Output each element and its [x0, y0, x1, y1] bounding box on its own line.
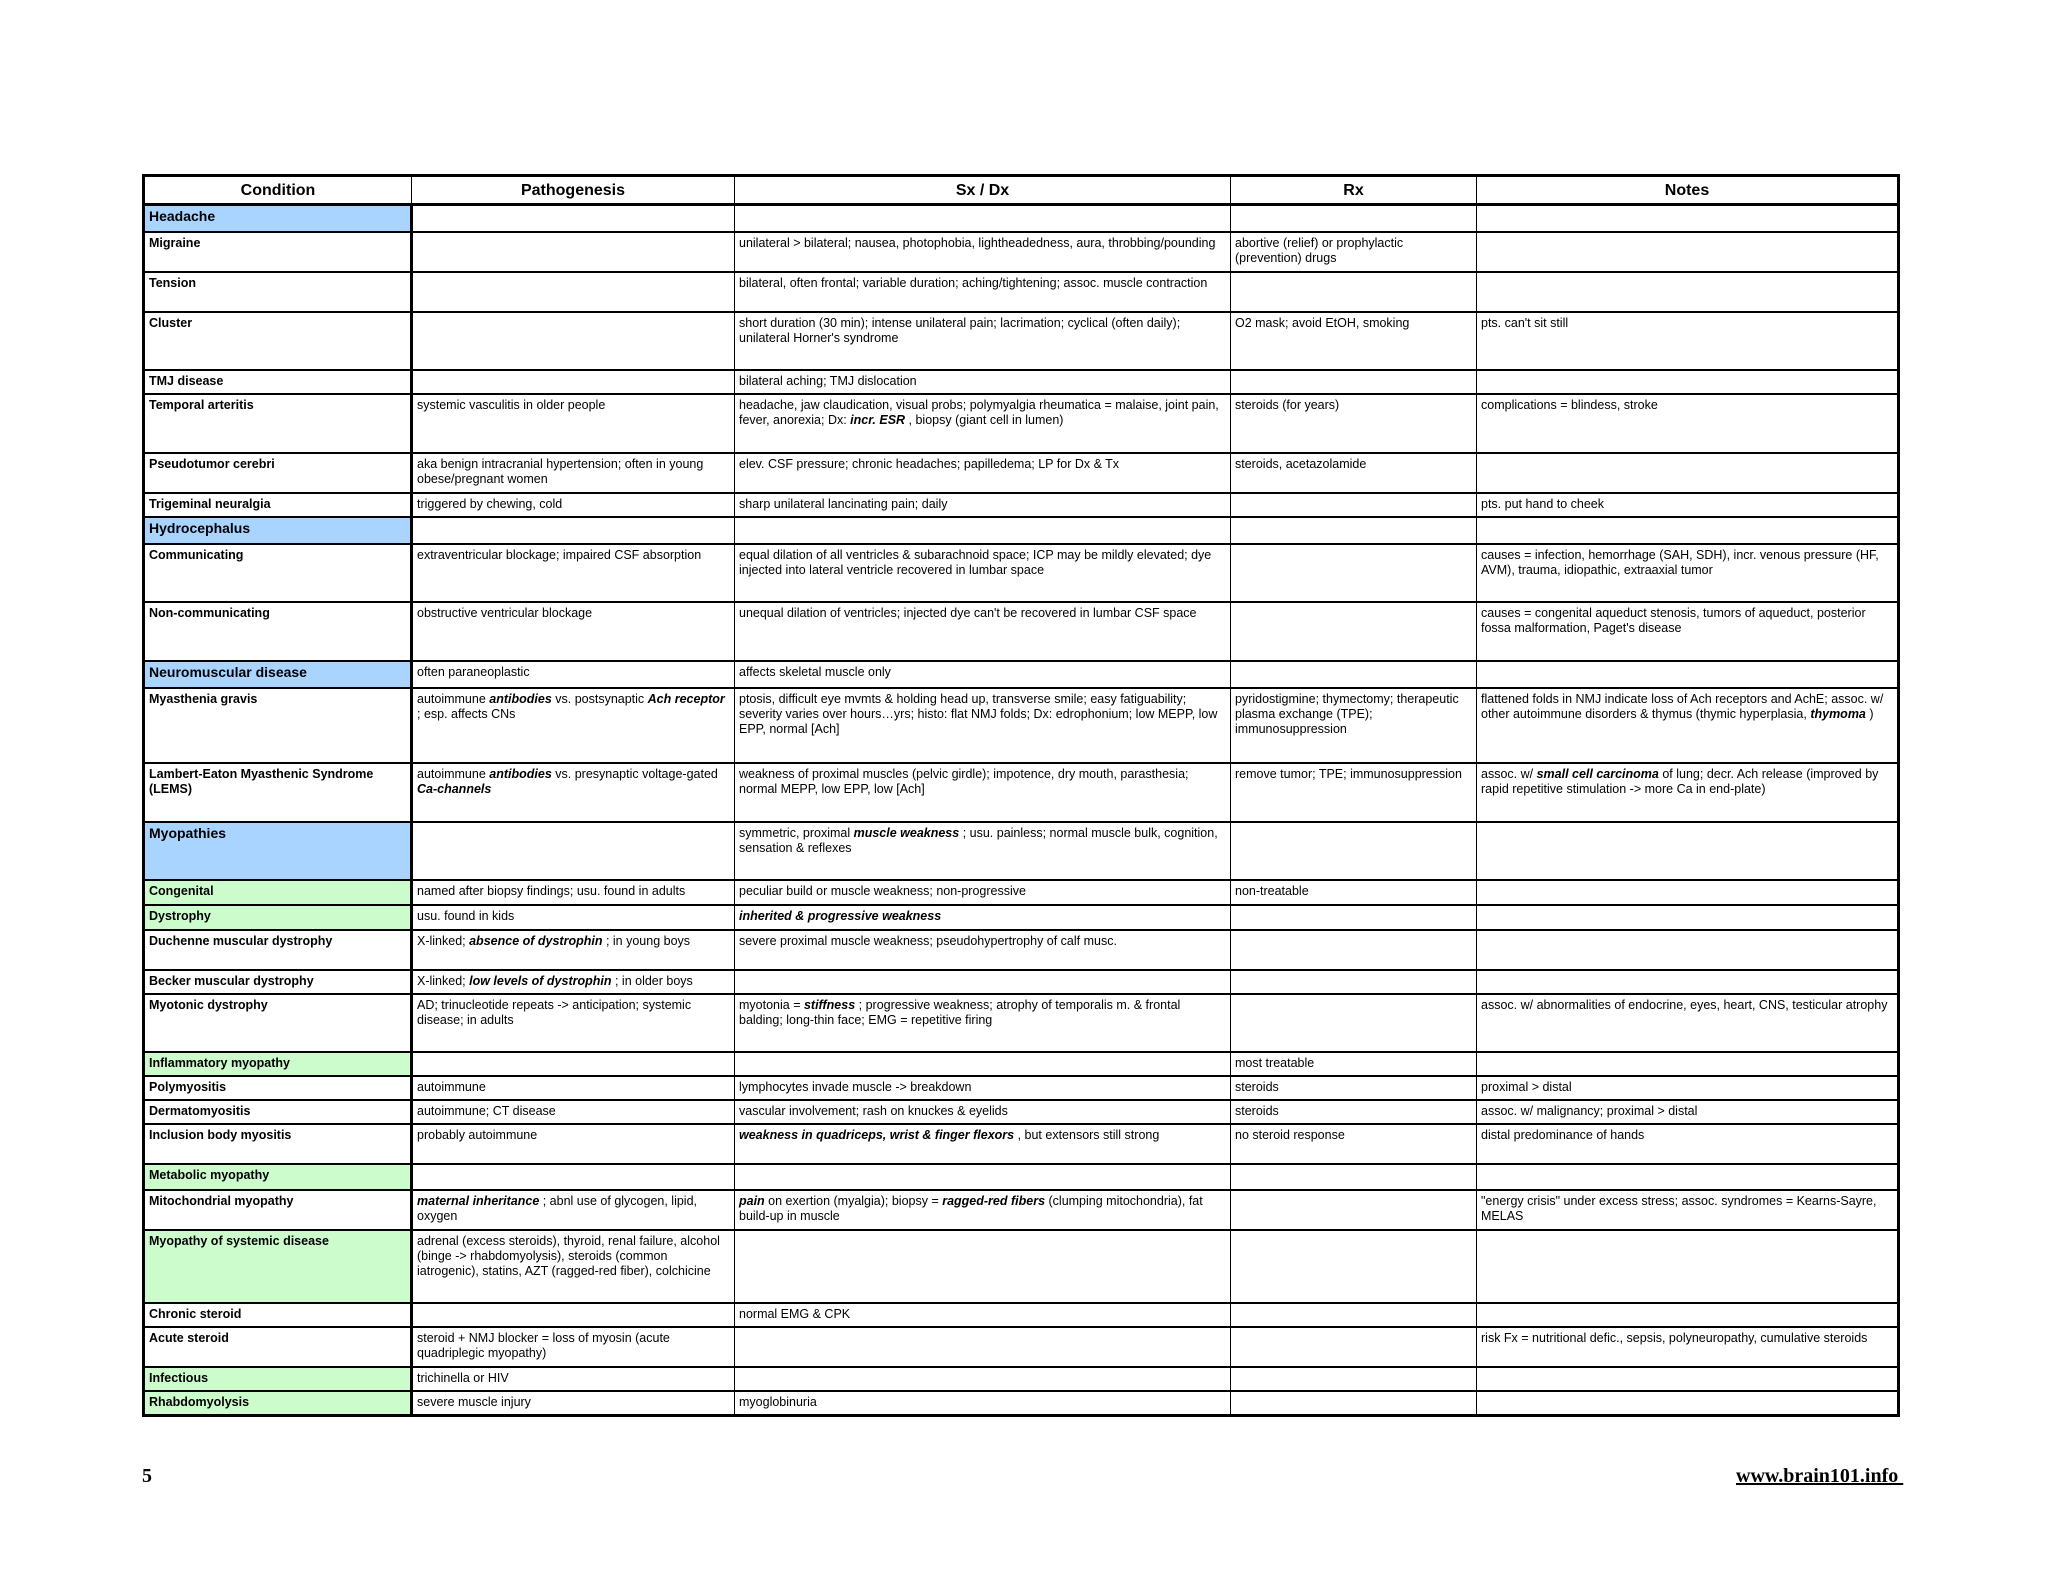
pathogenesis-cell: steroid + NMJ blocker = loss of myosin (acute quadriplegic myopathy)	[412, 1327, 735, 1367]
pathogenesis-cell: AD; trinucleotide repeats -> anticipation; systemic disease; in adults	[412, 994, 735, 1052]
rx-cell: pyridostigmine; thymectomy; therapeutic plasma exchange (TPE); immunosuppression	[1231, 688, 1477, 763]
notes-cell	[1477, 970, 1899, 994]
pathogenesis-cell: adrenal (excess steroids), thyroid, renal failure, alcohol (binge -> rhabdomyolysis), steroids (common iatrogenic), statins, AZT (ragged-red fiber), colchicine	[412, 1230, 735, 1303]
rx-cell	[1231, 661, 1477, 688]
sx-dx-cell: severe proximal muscle weakness; pseudohypertrophy of calf musc.	[735, 930, 1231, 970]
condition-cell: Metabolic myopathy	[144, 1164, 412, 1190]
sx-dx-cell: weakness in quadriceps, wrist & finger flexors , but extensors still strong	[735, 1124, 1231, 1164]
condition-cell: Chronic steroid	[144, 1303, 412, 1327]
rx-cell: steroids (for years)	[1231, 394, 1477, 453]
sx-dx-cell	[735, 517, 1231, 544]
notes-cell: assoc. w/ small cell carcinoma of lung; decr. Ach release (improved by rapid repetitive stimulation -> more Ca in end-plate)	[1477, 763, 1899, 822]
sx-dx-cell	[735, 205, 1231, 232]
sx-dx-cell	[735, 970, 1231, 994]
rx-cell: non-treatable	[1231, 880, 1477, 905]
pathogenesis-cell: extraventricular blockage; impaired CSF absorption	[412, 544, 735, 602]
notes-cell	[1477, 661, 1899, 688]
rx-cell	[1231, 1391, 1477, 1416]
condition-cell: Hydrocephalus	[144, 517, 412, 544]
pathogenesis-cell	[412, 1052, 735, 1076]
section-row	[144, 905, 1899, 930]
rx-cell	[1231, 822, 1477, 880]
notes-cell: complications = blindess, stroke	[1477, 394, 1899, 453]
notes-cell	[1477, 205, 1899, 232]
rx-cell	[1231, 370, 1477, 394]
pathogenesis-cell	[412, 1303, 735, 1327]
sx-dx-cell: vascular involvement; rash on knuckes & eyelids	[735, 1100, 1231, 1124]
table-row	[144, 930, 1899, 970]
rx-cell	[1231, 1303, 1477, 1327]
rx-cell	[1231, 1327, 1477, 1367]
pathogenesis-cell: aka benign intracranial hypertension; often in young obese/pregnant women	[412, 453, 735, 493]
notes-cell	[1477, 1052, 1899, 1076]
emphasis-text: small cell carcinoma	[1536, 766, 1659, 781]
header-notes: Notes	[1477, 176, 1899, 205]
sx-dx-cell: bilateral aching; TMJ dislocation	[735, 370, 1231, 394]
condition-cell: Myotonic dystrophy	[144, 994, 412, 1052]
rx-cell	[1231, 1230, 1477, 1303]
rx-cell	[1231, 905, 1477, 930]
notes-cell	[1477, 453, 1899, 493]
table-row	[144, 1327, 1899, 1367]
emphasis-text: weakness in quadriceps, wrist & finger flexors	[739, 1127, 1015, 1142]
pathogenesis-cell: X-linked; absence of dystrophin ; in young boys	[412, 930, 735, 970]
notes-cell: "energy crisis" under excess stress; assoc. syndromes = Kearns-Sayre, MELAS	[1477, 1190, 1899, 1230]
pathogenesis-cell: triggered by chewing, cold	[412, 493, 735, 517]
notes-cell	[1477, 232, 1899, 272]
section-row	[144, 1367, 1899, 1391]
pathogenesis-cell	[412, 1164, 735, 1190]
sx-dx-cell: symmetric, proximal muscle weakness ; usu. painless; normal muscle bulk, cognition, sensation & reflexes	[735, 822, 1231, 880]
emphasis-text: inherited & progressive weakness	[739, 908, 942, 923]
table-row	[144, 970, 1899, 994]
emphasis-text: antibodies	[489, 691, 552, 706]
sx-dx-cell: myoglobinuria	[735, 1391, 1231, 1416]
rx-cell: steroids, acetazolamide	[1231, 453, 1477, 493]
table-row	[144, 602, 1899, 661]
section-row	[144, 880, 1899, 905]
sx-dx-cell: unilateral > bilateral; nausea, photophobia, lightheadedness, aura, throbbing/pounding	[735, 232, 1231, 272]
condition-cell: Lambert-Eaton Myasthenic Syndrome (LEMS)	[144, 763, 412, 822]
condition-cell: Headache	[144, 205, 412, 232]
notes-cell: flattened folds in NMJ indicate loss of Ach receptors and AchE; assoc. w/ other autoimmune disorders & thymus (thymic hyperplasia, thymoma )	[1477, 688, 1899, 763]
table-row	[144, 994, 1899, 1052]
section-row	[144, 661, 1899, 688]
emphasis-text: absence of dystrophin	[469, 933, 603, 948]
section-row	[144, 517, 1899, 544]
notes-cell	[1477, 1303, 1899, 1327]
rx-cell	[1231, 930, 1477, 970]
condition-cell: Inflammatory myopathy	[144, 1052, 412, 1076]
pathogenesis-cell	[412, 370, 735, 394]
pathogenesis-cell: severe muscle injury	[412, 1391, 735, 1416]
rx-cell	[1231, 602, 1477, 661]
header-sx-dx: Sx / Dx	[735, 176, 1231, 205]
notes-cell	[1477, 1367, 1899, 1391]
rx-cell: no steroid response	[1231, 1124, 1477, 1164]
pathogenesis-cell: named after biopsy findings; usu. found in adults	[412, 880, 735, 905]
section-row	[144, 1052, 1899, 1076]
section-row	[144, 205, 1899, 232]
notes-cell	[1477, 272, 1899, 312]
sx-dx-cell	[735, 1367, 1231, 1391]
pathogenesis-cell: systemic vasculitis in older people	[412, 394, 735, 453]
pathogenesis-cell: autoimmune antibodies vs. postsynaptic Ach receptor ; esp. affects CNs	[412, 688, 735, 763]
sx-dx-cell: unequal dilation of ventricles; injected dye can't be recovered in lumbar CSF space	[735, 602, 1231, 661]
pathogenesis-cell: autoimmune	[412, 1076, 735, 1100]
pathogenesis-cell: trichinella or HIV	[412, 1367, 735, 1391]
condition-cell: Neuromuscular disease	[144, 661, 412, 688]
header-rx: Rx	[1231, 176, 1477, 205]
header-row	[144, 176, 1899, 205]
rx-cell: steroids	[1231, 1076, 1477, 1100]
table-row	[144, 544, 1899, 602]
emphasis-text: incr. ESR	[850, 412, 906, 427]
condition-cell: Tension	[144, 272, 412, 312]
condition-cell: Rhabdomyolysis	[144, 1391, 412, 1416]
notes-cell	[1477, 822, 1899, 880]
notes-cell: causes = infection, hemorrhage (SAH, SDH), incr. venous pressure (HF, AVM), trauma, idiopathic, extraaxial tumor	[1477, 544, 1899, 602]
emphasis-text: muscle weakness	[853, 825, 960, 840]
page-number: 5	[142, 1465, 152, 1487]
notes-cell	[1477, 1391, 1899, 1416]
sx-dx-cell	[735, 1230, 1231, 1303]
condition-cell: Migraine	[144, 232, 412, 272]
section-row	[144, 1391, 1899, 1416]
sx-dx-cell: short duration (30 min); intense unilateral pain; lacrimation; cyclical (often daily); unilateral Horner's syndrome	[735, 312, 1231, 370]
condition-cell: Myopathy of systemic disease	[144, 1230, 412, 1303]
table-row	[144, 232, 1899, 272]
sx-dx-cell: pain on exertion (myalgia); biopsy = ragged-red fibers (clumping mitochondria), fat build-up in muscle	[735, 1190, 1231, 1230]
rx-cell	[1231, 1190, 1477, 1230]
header-condition: Condition	[144, 176, 412, 205]
pathogenesis-cell: usu. found in kids	[412, 905, 735, 930]
sx-dx-cell: normal EMG & CPK	[735, 1303, 1231, 1327]
pathogenesis-cell	[412, 272, 735, 312]
condition-cell: Communicating	[144, 544, 412, 602]
condition-cell: Acute steroid	[144, 1327, 412, 1367]
table-row	[144, 312, 1899, 370]
condition-cell: Infectious	[144, 1367, 412, 1391]
condition-cell: Duchenne muscular dystrophy	[144, 930, 412, 970]
condition-cell: Polymyositis	[144, 1076, 412, 1100]
condition-cell: Dermatomyositis	[144, 1100, 412, 1124]
rx-cell	[1231, 493, 1477, 517]
sx-dx-cell	[735, 905, 1231, 930]
condition-cell: Myasthenia gravis	[144, 688, 412, 763]
emphasis-text: Ca-channels	[417, 781, 492, 796]
conditions-table	[142, 174, 1900, 1417]
table-row	[144, 493, 1899, 517]
pathogenesis-cell: obstructive ventricular blockage	[412, 602, 735, 661]
rx-cell: most treatable	[1231, 1052, 1477, 1076]
notes-cell	[1477, 880, 1899, 905]
notes-cell	[1477, 930, 1899, 970]
condition-cell: Becker muscular dystrophy	[144, 970, 412, 994]
sx-dx-cell: weakness of proximal muscles (pelvic girdle); impotence, dry mouth, parasthesia; normal MEPP, low EPP, low [Ach]	[735, 763, 1231, 822]
condition-cell: Myopathies	[144, 822, 412, 880]
notes-cell: assoc. w/ abnormalities of endocrine, eyes, heart, CNS, testicular atrophy	[1477, 994, 1899, 1052]
section-row	[144, 822, 1899, 880]
notes-cell	[1477, 1164, 1899, 1190]
emphasis-text: Ach receptor	[647, 691, 725, 706]
condition-cell: Dystrophy	[144, 905, 412, 930]
sx-dx-cell: myotonia = stiffness ; progressive weakness; atrophy of temporalis m. & frontal balding; long-thin face; EMG = repetitive firing	[735, 994, 1231, 1052]
notes-cell: pts. put hand to cheek	[1477, 493, 1899, 517]
rx-cell: steroids	[1231, 1100, 1477, 1124]
pathogenesis-cell	[412, 822, 735, 880]
notes-cell: distal predominance of hands	[1477, 1124, 1899, 1164]
notes-cell: proximal > distal	[1477, 1076, 1899, 1100]
header-pathogenesis: Pathogenesis	[412, 176, 735, 205]
table-row	[144, 688, 1899, 763]
condition-cell: Non-communicating	[144, 602, 412, 661]
rx-cell	[1231, 1164, 1477, 1190]
table-row	[144, 1190, 1899, 1230]
sx-dx-cell	[735, 1164, 1231, 1190]
pathogenesis-cell: probably autoimmune	[412, 1124, 735, 1164]
notes-cell: assoc. w/ malignancy; proximal > distal	[1477, 1100, 1899, 1124]
sx-dx-cell: affects skeletal muscle only	[735, 661, 1231, 688]
emphasis-text: low levels of dystrophin	[469, 973, 612, 988]
rx-cell	[1231, 970, 1477, 994]
pathogenesis-cell	[412, 517, 735, 544]
pathogenesis-cell	[412, 312, 735, 370]
rx-cell	[1231, 517, 1477, 544]
table-row	[144, 763, 1899, 822]
sx-dx-cell: elev. CSF pressure; chronic headaches; papilledema; LP for Dx & Tx	[735, 453, 1231, 493]
condition-cell: Cluster	[144, 312, 412, 370]
sx-dx-cell: equal dilation of all ventricles & subarachnoid space; ICP may be mildly elevated; dye injected into lateral ventricle recovered in lumbar space	[735, 544, 1231, 602]
table-row	[144, 1303, 1899, 1327]
condition-cell: Inclusion body myositis	[144, 1124, 412, 1164]
pathogenesis-cell	[412, 232, 735, 272]
rx-cell	[1231, 994, 1477, 1052]
notes-cell: risk Fx = nutritional defic., sepsis, polyneuropathy, cumulative steroids	[1477, 1327, 1899, 1367]
emphasis-text: thymoma	[1810, 706, 1866, 721]
sx-dx-cell: ptosis, difficult eye mvmts & holding head up, transverse smile; easy fatiguability; severity varies over hours…yrs; histo: flat NMJ folds; Dx: edrophonium; low MEPP, low EPP, normal [Ach]	[735, 688, 1231, 763]
pathogenesis-cell: X-linked; low levels of dystrophin ; in older boys	[412, 970, 735, 994]
sx-dx-cell: headache, jaw claudication, visual probs; polymyalgia rheumatica = malaise, joint pain, fever, anorexia; Dx: incr. ESR , biopsy (giant cell in lumen)	[735, 394, 1231, 453]
table-row	[144, 1076, 1899, 1100]
pathogenesis-cell	[412, 205, 735, 232]
condition-cell: Mitochondrial myopathy	[144, 1190, 412, 1230]
website-link[interactable]: www.brain101.info	[1736, 1465, 1904, 1487]
table-row	[144, 1124, 1899, 1164]
sx-dx-cell: peculiar build or muscle weakness; non-progressive	[735, 880, 1231, 905]
rx-cell: remove tumor; TPE; immunosuppression	[1231, 763, 1477, 822]
pathogenesis-cell: autoimmune antibodies vs. presynaptic voltage-gated Ca-channels	[412, 763, 735, 822]
section-row	[144, 1164, 1899, 1190]
emphasis-text: stiffness	[803, 997, 856, 1012]
pathogenesis-cell: autoimmune; CT disease	[412, 1100, 735, 1124]
emphasis-text: maternal inheritance	[417, 1193, 540, 1208]
pathogenesis-cell: often paraneoplastic	[412, 661, 735, 688]
table-row	[144, 1100, 1899, 1124]
rx-cell	[1231, 272, 1477, 312]
sx-dx-cell: sharp unilateral lancinating pain; daily	[735, 493, 1231, 517]
condition-cell: Temporal arteritis	[144, 394, 412, 453]
table-row	[144, 453, 1899, 493]
pathogenesis-cell: maternal inheritance ; abnl use of glycogen, lipid, oxygen	[412, 1190, 735, 1230]
notes-cell	[1477, 517, 1899, 544]
table-row	[144, 272, 1899, 312]
section-row	[144, 1230, 1899, 1303]
condition-cell: Pseudotumor cerebri	[144, 453, 412, 493]
notes-cell: pts. can't sit still	[1477, 312, 1899, 370]
notes-cell	[1477, 1230, 1899, 1303]
notes-cell: causes = congenital aqueduct stenosis, tumors of aqueduct, posterior fossa malformation, Paget's disease	[1477, 602, 1899, 661]
rx-cell: O2 mask; avoid EtOH, smoking	[1231, 312, 1477, 370]
condition-cell: Trigeminal neuralgia	[144, 493, 412, 517]
sx-dx-cell: bilateral, often frontal; variable duration; aching/tightening; assoc. muscle contraction	[735, 272, 1231, 312]
notes-cell	[1477, 370, 1899, 394]
sx-dx-cell	[735, 1052, 1231, 1076]
condition-cell: Congenital	[144, 880, 412, 905]
rx-cell	[1231, 1367, 1477, 1391]
sx-dx-cell	[735, 1327, 1231, 1367]
sx-dx-cell: lymphocytes invade muscle -> breakdown	[735, 1076, 1231, 1100]
emphasis-text: ragged-red fibers	[942, 1193, 1046, 1208]
rx-cell	[1231, 544, 1477, 602]
table-row	[144, 394, 1899, 453]
rx-cell	[1231, 205, 1477, 232]
rx-cell: abortive (relief) or prophylactic (prevention) drugs	[1231, 232, 1477, 272]
notes-cell	[1477, 905, 1899, 930]
emphasis-text: antibodies	[489, 766, 552, 781]
table-row	[144, 370, 1899, 394]
emphasis-text: pain	[739, 1193, 765, 1208]
condition-cell: TMJ disease	[144, 370, 412, 394]
